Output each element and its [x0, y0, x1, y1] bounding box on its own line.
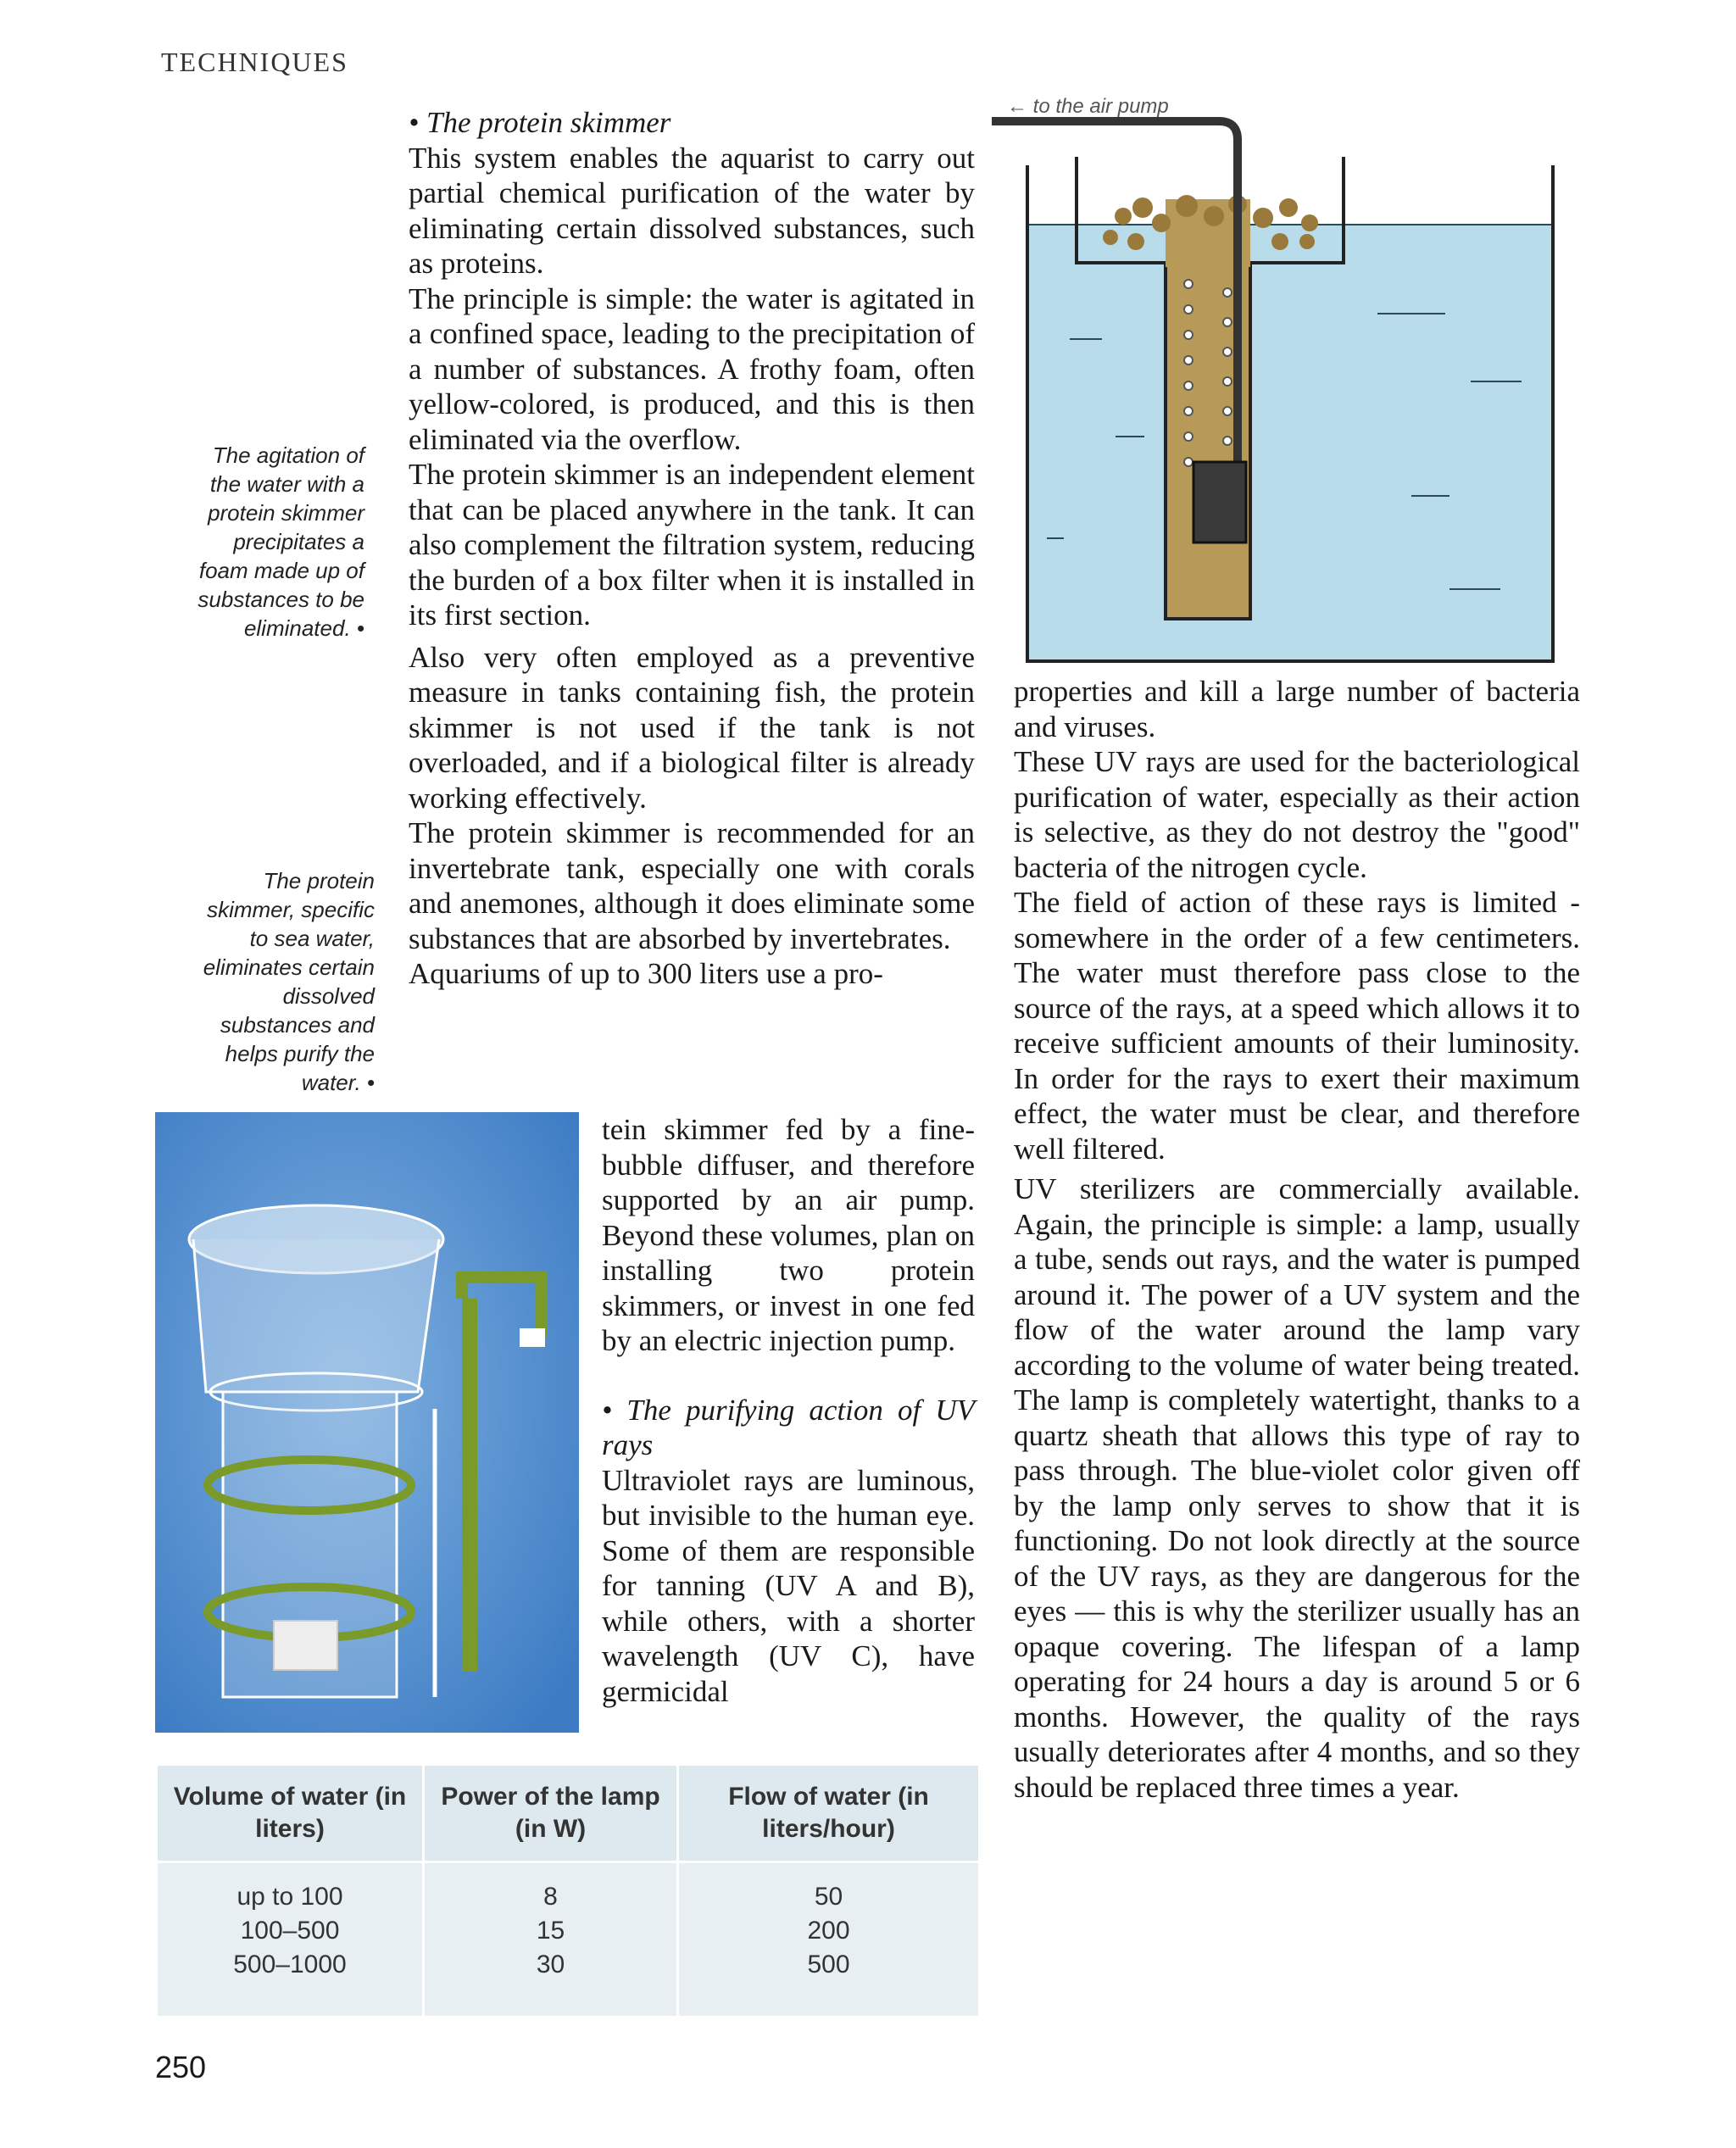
- caption-skimmer-agitation: [136, 441, 364, 643]
- air-pump-label: ← to the air pump: [1007, 95, 1169, 118]
- caption-line: protein skimmer: [208, 500, 364, 526]
- caption-line: The agitation of: [212, 442, 364, 468]
- caption-line: dissolved: [282, 983, 375, 1009]
- table-row: [158, 1948, 978, 2016]
- caption-skimmer-photo: [136, 866, 375, 1097]
- paragraph: Ultraviolet rays are luminous, but invisible to the human eye. Some of them are responsible for tanning (UV A and B), while others, with a shorter wavelength (UV C), have germicidal: [602, 1463, 975, 1708]
- paragraph: The principle is simple: the water is agitated in a confined space, leading to the precipitation of a number of substances. A frothy foam, often yellow-colored, is produced, and this is then eliminated via the overflow.: [409, 281, 975, 456]
- paragraph: Also very often employed as a preventive measure in tanks containing fish, the protein skimmer is not used if the tank is not overloaded, and if a biological filter is already working effectively.: [409, 640, 975, 815]
- caption-line: eliminated. •: [243, 615, 364, 641]
- table-cell: 100–500: [158, 1914, 424, 1948]
- table-cell: 50: [678, 1863, 978, 1914]
- protein-skimmer-photo: [155, 1112, 579, 1733]
- aquariums-continued: [602, 1112, 975, 1709]
- paragraph: This system enables the aquarist to carry out partial chemical purification of the water by eliminating certain dissolved substances, such as proteins.: [409, 141, 975, 280]
- table-cell: up to 100: [158, 1863, 424, 1914]
- caption-line: helps purify the: [225, 1041, 375, 1066]
- table-cell: 30: [424, 1948, 678, 2016]
- uv-section-right: [1014, 674, 1580, 1805]
- protein-skimmer-diagram: [992, 81, 1585, 665]
- protein-skimmer-section: [409, 105, 975, 992]
- paragraph: properties and kill a large number of bacteria and viruses.: [1014, 675, 1580, 743]
- paragraph: The field of action of these rays is limited - somewhere in the order of a few centimeters. The water must therefore pass close to the source of the rays, at a speed which allows it to receive sufficient amounts of their luminosity. In order for the rays to exert their maximum effect, the water must be clear, and therefore well filtered.: [1014, 886, 1580, 1166]
- uv-table-wrapper: [155, 1763, 981, 2018]
- table-header-row: [158, 1766, 978, 1861]
- diffuser-block: [274, 1621, 337, 1670]
- tank-water: [1027, 225, 1553, 661]
- paragraph: The protein skimmer is recommended for an invertebrate tank, especially one with corals and anemones, although it does eliminate some substances that are absorbed by invertebrates.: [409, 816, 975, 955]
- paragraph: These UV rays are used for the bacteriological purification of water, especially as their action is selective, as they do not destroy the "good" bacteria of the nitrogen cycle.: [1014, 745, 1580, 884]
- caption-line: to sea water,: [249, 926, 375, 951]
- paragraph-aquariums-lead: Aquariums of up to 300 liters use a pro-: [409, 957, 883, 990]
- section-heading-protein-skimmer: • The protein skimmer: [409, 106, 671, 139]
- caption-line: the water with a: [209, 471, 364, 497]
- section-header: TECHNIQUES: [161, 47, 348, 77]
- paragraph: UV sterilizers are commercially available. Again, the principle is simple: a lamp, usually a tube, sends out rays, and the water is pumped around it. The power of a UV system and the flow of the water around the lamp vary according to the volume of water being treated. The lamp is completely watertight, thanks to a quartz sheath that allows this type of ray to pass through. The blue-violet color given off by the lamp only serves to show that it is functioning. Do not look directly at the source of the UV rays, as they are dangerous for the eyes — this is why the sterilizer usually has an opaque covering. The lifespan of a lamp operating for 24 hours a day is around 5 or 6 months. However, the quality of the rays usually deteriorates after 4 months, and so they should be replaced three times a year.: [1014, 1172, 1580, 1804]
- section-heading-uv: • The purifying action of UV rays: [602, 1393, 975, 1461]
- bracket-screw: [520, 1328, 545, 1347]
- caption-line: The protein: [263, 868, 375, 893]
- caption-line: skimmer, specific: [207, 897, 375, 922]
- skimmer-cup-body: [193, 1239, 439, 1392]
- caption-line: water. •: [301, 1070, 375, 1095]
- table-row: [158, 1863, 978, 1914]
- table-cell: 500–1000: [158, 1948, 424, 2016]
- caption-line: precipitates a: [233, 529, 364, 554]
- column-header: Power of the lamp (in W): [424, 1766, 678, 1861]
- table-row: [158, 1914, 978, 1948]
- caption-line: substances to be: [198, 587, 364, 612]
- table-cell: 15: [424, 1914, 678, 1948]
- table-cell: 8: [424, 1863, 678, 1914]
- page-number: 250: [155, 2050, 207, 2084]
- caption-line: eliminates certain: [203, 954, 375, 980]
- bracket-post: [462, 1299, 477, 1672]
- caption-line: substances and: [220, 1012, 375, 1038]
- table-cell: 500: [678, 1948, 978, 2016]
- column-header: Flow of water (in liters/hour): [678, 1766, 978, 1861]
- column-header: Volume of water (in liters): [158, 1766, 424, 1861]
- paragraph: The protein skimmer is an independent element that can be placed anywhere in the tank. It can also complement the filtration system, reducing the burden of a box filter when it is installed in its first section.: [409, 458, 975, 632]
- diffuser-stone: [1194, 462, 1246, 543]
- caption-line: foam made up of: [198, 558, 364, 583]
- paragraph: tein skimmer fed by a fine-bubble diffuser, and therefore supported by an air pump. Beyond these volumes, plan on installing two protein skimmers, or invest in one fed by an electric injection pump.: [602, 1113, 975, 1357]
- table-cell: 200: [678, 1914, 978, 1948]
- uv-sterilizer-table: [158, 1766, 978, 2016]
